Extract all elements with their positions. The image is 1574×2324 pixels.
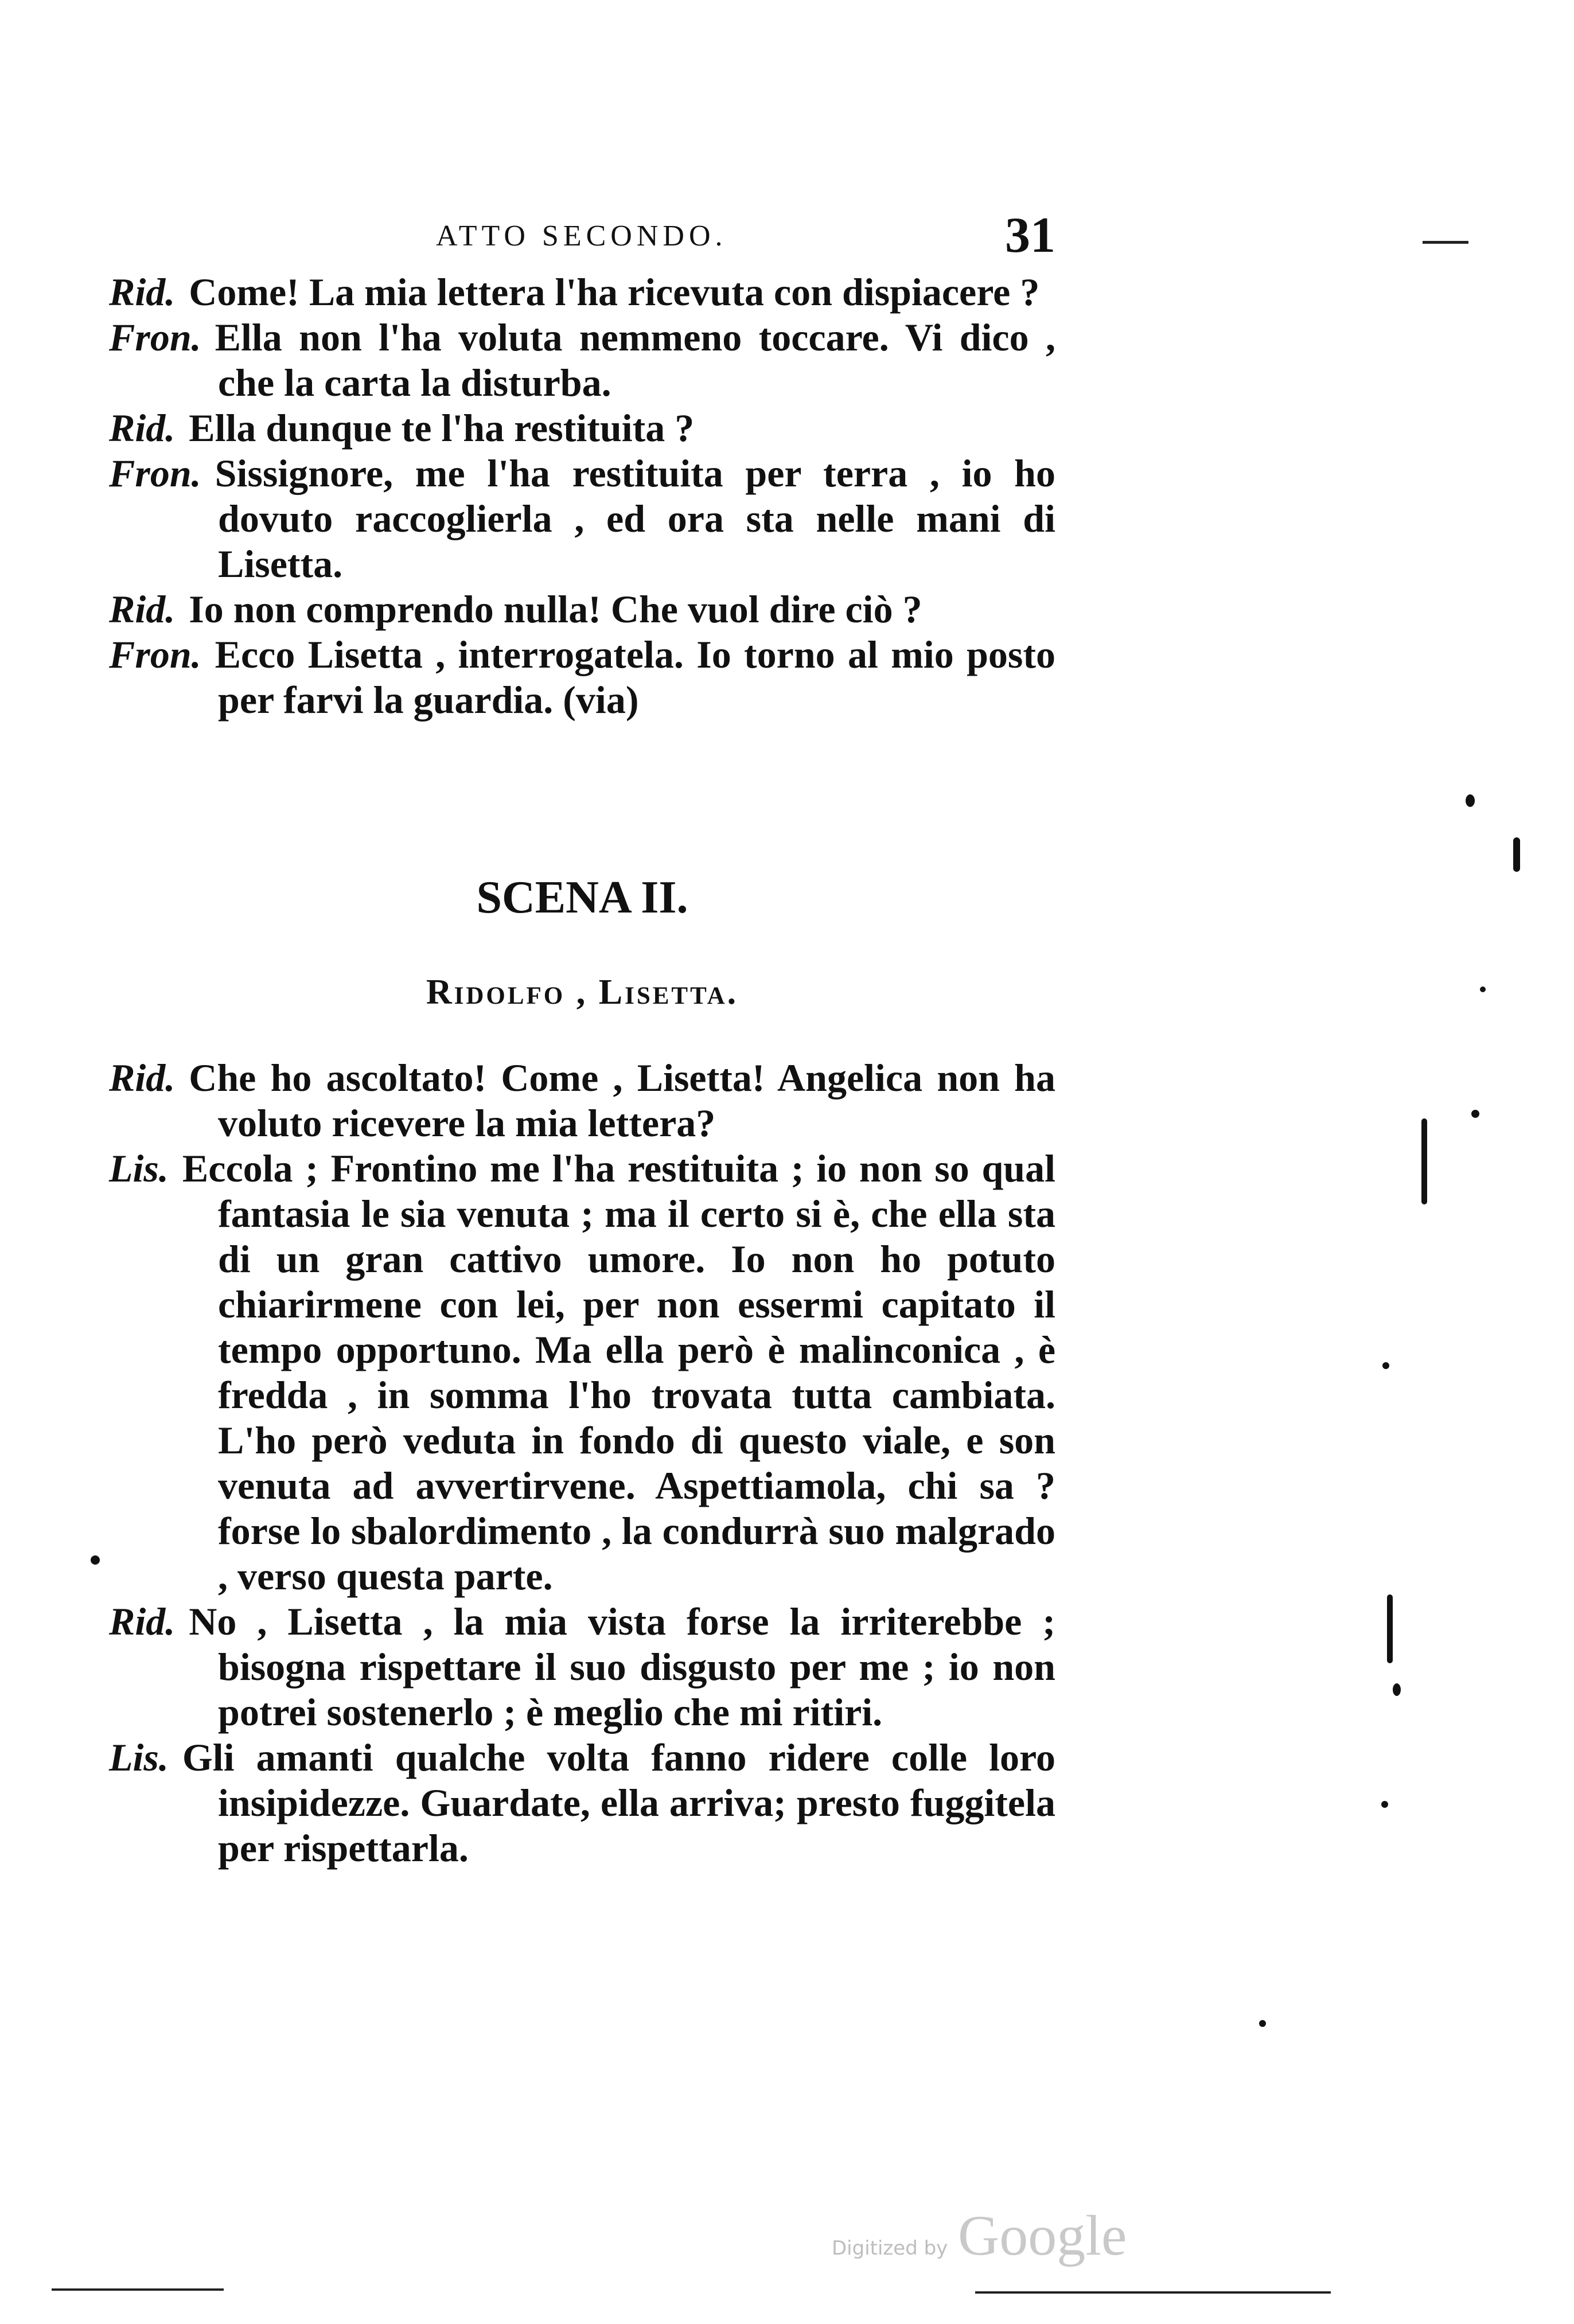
speaker-label: Rid.	[109, 406, 176, 450]
speech-text: Io non comprendo nulla! Che vuol dire ciò ?	[189, 587, 922, 631]
page-number: 31	[1005, 208, 1055, 263]
speech	[109, 1055, 1055, 1146]
speaker-label: Lis.	[109, 1147, 169, 1190]
watermark-small-text: Digitized by	[832, 2237, 948, 2260]
scan-mark	[1423, 241, 1468, 244]
speaker-label: Fron.	[109, 315, 201, 359]
scan-speck	[1513, 837, 1520, 872]
watermark-logo: Google	[958, 2204, 1127, 2267]
digitized-watermark	[832, 2202, 1153, 2265]
speaker-label: Rid.	[109, 587, 176, 631]
scan-mark	[975, 2291, 1331, 2294]
speech	[109, 1146, 1055, 1599]
scene-title: SCENA II.	[476, 872, 688, 923]
speaker-label: Rid.	[109, 1056, 176, 1099]
speech	[109, 451, 1055, 587]
dialogue-block-1	[109, 270, 1055, 723]
scan-speck	[1421, 1118, 1427, 1204]
scan-speck	[1471, 1110, 1479, 1118]
speaker-label: Fron.	[109, 633, 201, 676]
scan-speck	[91, 1555, 100, 1565]
scan-mark	[52, 2288, 224, 2291]
speech	[109, 587, 1055, 632]
scan-speck	[1466, 794, 1475, 807]
scan-speck	[1393, 1683, 1401, 1696]
speech-text: Eccola ; Frontino me l'ha restituita ; io non so qual fantasia le sia venuta ; ma il certo si è, che ella sta di un gran cattivo umore. Io non ho potuto chiarirmene con lei, per non essermi capitato il tempo opportuno. Ma ella però è malinconica , è fredda , in somma l'ho trovata tutta cambiata. L'ho però veduta in fondo di questo viale, e son venuta ad avvertirvene. Aspettiamola, chi sa ? forse lo sbalordimento , la condurrà suo malgrado , verso questa parte.	[182, 1147, 1055, 1598]
speech-text: Ella dunque te l'ha restituita ?	[189, 406, 695, 450]
speech-text: Ella non l'ha voluta nemmeno toccare. Vi dico , che la carta la disturba.	[215, 315, 1055, 404]
speech-text: Come! La mia lettera l'ha ricevuta con dispiacere ?	[189, 270, 1040, 314]
running-head-title: ATTO SECONDO.	[436, 220, 727, 252]
speech	[109, 632, 1055, 723]
scene-characters: Ridolfo , Lisetta.	[426, 973, 739, 1012]
scan-speck	[1382, 1362, 1389, 1369]
speech-text: Ecco Lisetta , interrogatela. Io torno al mio posto per farvi la guardia. (via)	[215, 633, 1055, 722]
running-head	[109, 206, 1055, 275]
speech-text: Che ho ascoltato! Come , Lisetta! Angelica non ha voluto ricevere la mia lettera?	[189, 1056, 1055, 1145]
speech	[109, 315, 1055, 405]
speaker-label: Lis.	[109, 1736, 169, 1779]
scan-speck	[1387, 1594, 1393, 1663]
speech	[109, 270, 1055, 315]
scan-speck	[1480, 986, 1486, 992]
speaker-label: Rid.	[109, 270, 176, 314]
speech-text: Sissignore, me l'ha restituita per terra , io ho dovuto raccoglierla , ed ora sta nelle mani di Lisetta.	[215, 451, 1055, 586]
dialogue-block-2	[109, 1055, 1055, 1871]
speech-text: No , Lisetta , la mia vista forse la irriterebbe ; bisogna rispettare il suo disgusto per me ; io non potrei sostenerlo ; è meglio che mi ritiri.	[189, 1600, 1055, 1734]
speaker-label: Rid.	[109, 1600, 176, 1643]
scan-speck	[1259, 2020, 1266, 2027]
scan-speck	[1381, 1801, 1388, 1808]
speech	[109, 405, 1055, 451]
speech	[109, 1599, 1055, 1735]
speech-text: Gli amanti qualche volta fanno ridere colle loro insipidezze. Guardate, ella arriva; presto fuggitela per rispettarla.	[182, 1736, 1055, 1870]
speaker-label: Fron.	[109, 451, 201, 495]
speech	[109, 1735, 1055, 1871]
